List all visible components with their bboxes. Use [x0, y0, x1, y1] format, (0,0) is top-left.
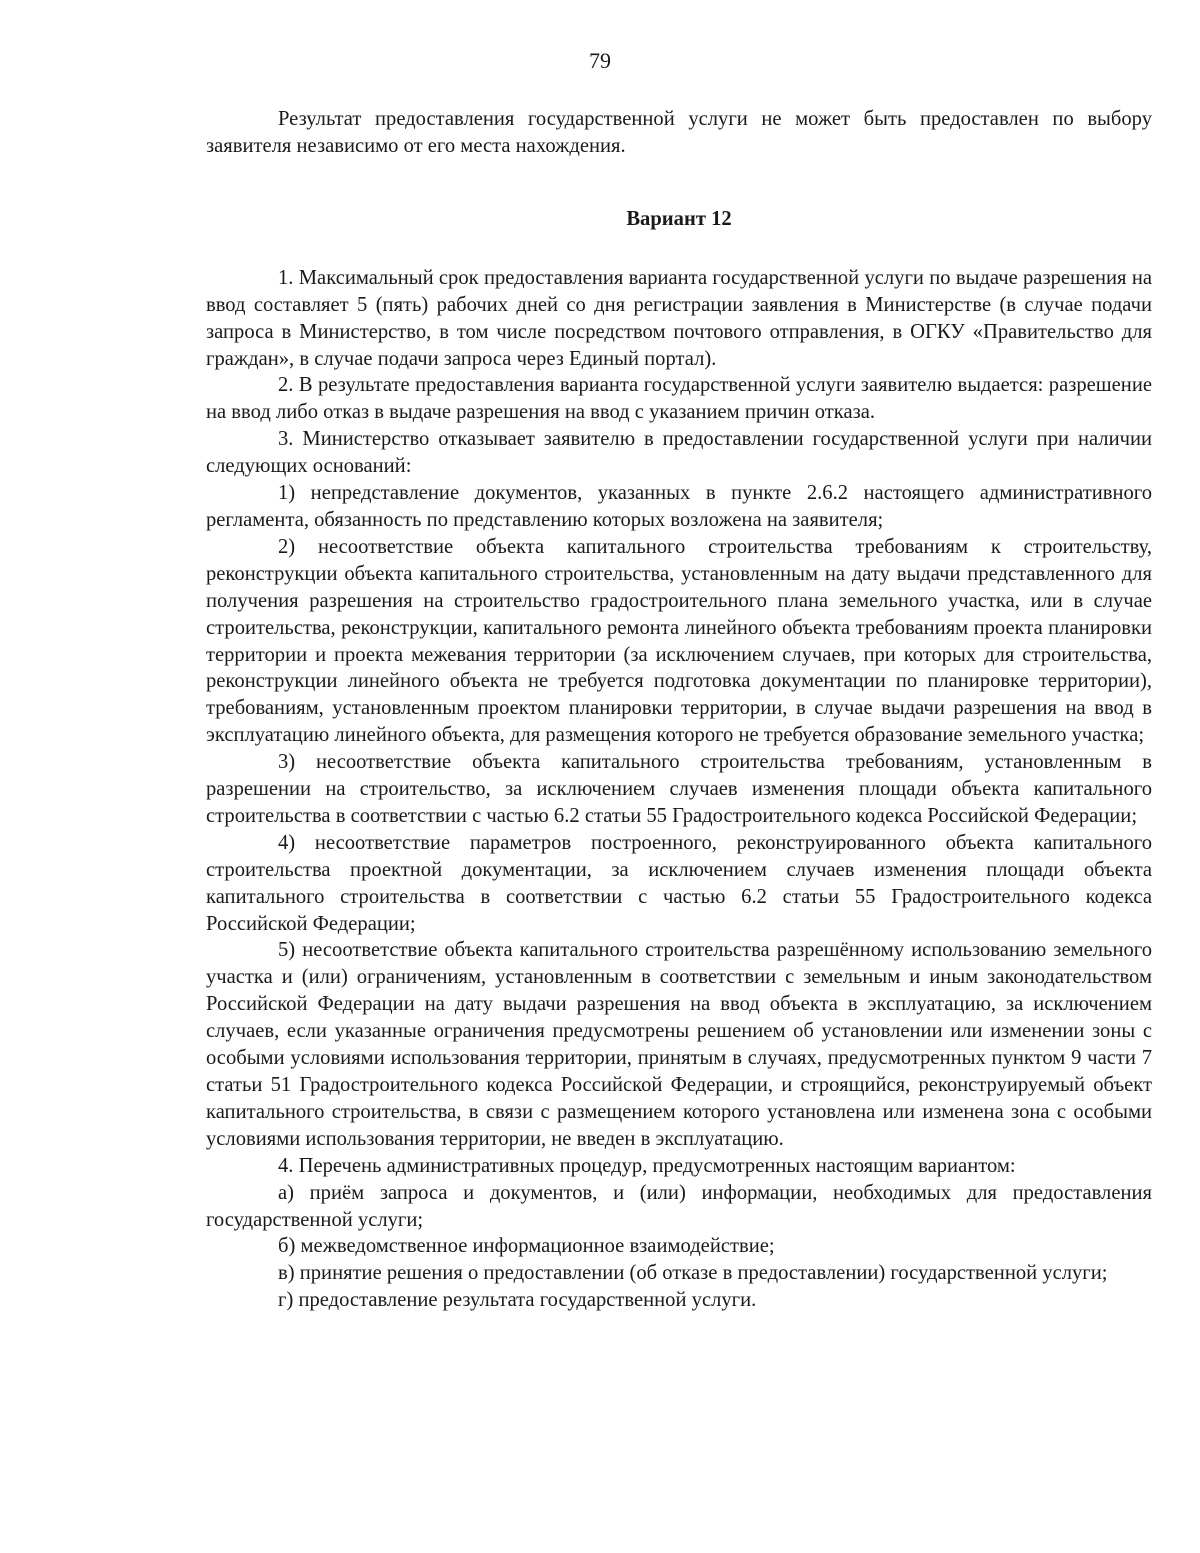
- intro-paragraph: Результат предоставления государственной услуги не может быть предоставлен по выбору заявителя независимо от его места нахождения.: [206, 108, 1152, 157]
- procedure-c: в) принятие решения о предоставлении (об отказе в предоставлении) государственной услуги;: [278, 1262, 1108, 1285]
- refusal-ground-2: 2) несоответствие объекта капитального строительства требованиям к строительству, реконструкции объекта капитального строительства, установленным на дату выдачи представленного для получения разрешения на строительство градостроительного плана земельного участка, или в случае строительства, реконструкции, капитального ремонта линейного объекта требованиям проекта планировки территории и проекта межевания территории (за исключением случаев, при которых для строительства, реконструкции линейного объекта не требуется подготовка документации по планировке территории), требованиям, установленным проектом планировки территории, в случае выдачи разрешения на ввод в эксплуатацию линейного объекта, для размещения которого не требуется образование земельного участка;: [206, 535, 1152, 747]
- refusal-ground-5: 5) несоответствие объекта капитального строительства разрешённому использованию земельного участка и (или) ограничениям, установленным в соответствии с земельным и иным законодательством Российской Федерации на дату выдачи разрешения на ввод объекта в эксплуатацию, за исключением случаев, если указанные ограничения предусмотрены решением об установлении или изменении зоны с особыми условиями использования территории, принятым в случаях, предусмотренных пунктом 9 части 7 статьи 51 Градостроительного кодекса Российской Федерации, и строящийся, реконструируемый объект капитального строительства, в связи с размещением которого установлена или изменена зона с особыми условиями использования территории, не введен в эксплуатацию.: [206, 939, 1152, 1150]
- refusal-ground-3: 3) несоответствие объекта капитального строительства требованиям, установленным в разрешении на строительство, за исключением случаев изменения площади объекта капитального строительства в соответствии с частью 6.2 статьи 55 Градостроительного кодекса Российской Федерации;: [206, 751, 1152, 827]
- section-heading: Вариант 12: [626, 207, 732, 230]
- procedure-b: б) межведомственное информационное взаимодействие;: [278, 1235, 775, 1258]
- paragraph-2: 2. В результате предоставления варианта государственной услуги заявителю выдается: разрешение на ввод либо отказ в выдаче разрешения на ввод с указанием причин отказа.: [206, 374, 1152, 424]
- paragraph-3: 3. Министерство отказывает заявителю в предоставлении государственной услуги при наличии следующих оснований:: [206, 428, 1152, 478]
- paragraph-4: 4. Перечень административных процедур, предусмотренных настоящим вариантом:: [278, 1154, 1016, 1177]
- paragraph-1: 1. Максимальный срок предоставления варианта государственной услуги по выдаче разрешения на ввод составляет 5 (пять) рабочих дней со дня регистрации заявления в Министерстве (в случае подачи запроса в Министерство, в том числе посредством почтового отправления, в ОГКУ «Правительство для граждан», в случае подачи запроса через Единый портал).: [206, 266, 1152, 370]
- procedure-d: г) предоставление результата государственной услуги.: [278, 1289, 757, 1312]
- procedure-a: а) приём запроса и документов, и (или) информации, необходимых для предоставления государственной услуги;: [206, 1181, 1152, 1231]
- refusal-ground-4: 4) несоответствие параметров построенного, реконструированного объекта капитального строительства проектной документации, за исключением случаев изменения площади объекта капитального строительства в соответствии с частью 6.2 статьи 55 Градостроительного кодекса Российской Федерации;: [206, 831, 1152, 935]
- document-body: [206, 106, 1152, 1314]
- refusal-ground-1: 1) непредставление документов, указанных в пункте 2.6.2 настоящего административного регламента, обязанность по представлению которых возложена на заявителя;: [206, 482, 1152, 531]
- page-number: 79: [589, 48, 611, 73]
